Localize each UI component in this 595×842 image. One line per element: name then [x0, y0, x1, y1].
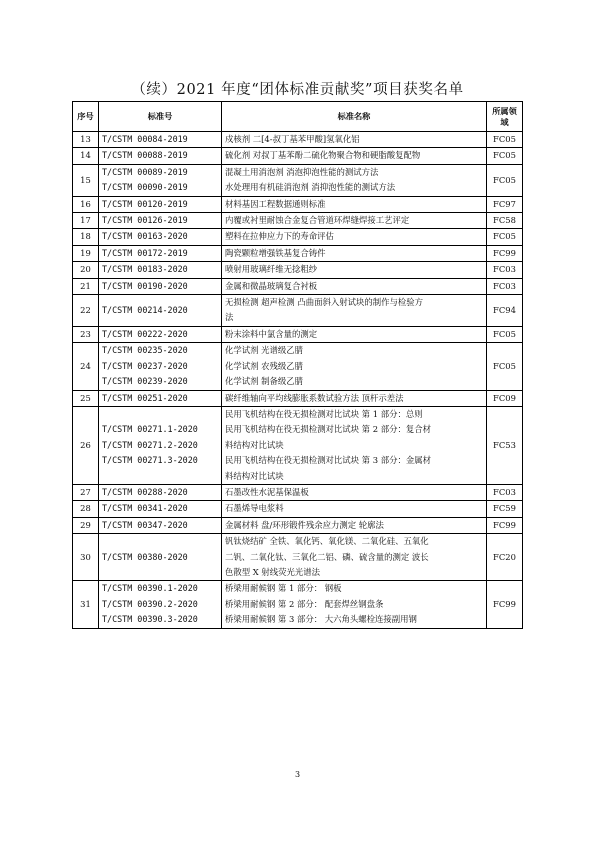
standard-name-line: 碳纤维轴向平均线膨胀系数试验方法 顶杆示差法 [225, 392, 404, 403]
row-number: 27 [73, 484, 99, 500]
standard-name-line: 化学试剂 农残级乙腈 [225, 360, 304, 371]
field-code: FC09 [487, 390, 523, 406]
standard-name-line: 法 [225, 312, 234, 323]
standard-name-cell [222, 229, 487, 245]
standard-name-line: 料结构对比试块 [225, 439, 284, 450]
header-name: 标准名称 [222, 102, 487, 132]
table-row [73, 213, 523, 229]
page-title: （续）2021 年度“团体标准贡献奖”项目获奖名单 [131, 82, 464, 98]
standard-number-cell [99, 196, 222, 212]
standard-number: T/CSTM 00190-2020 [102, 280, 188, 291]
standard-number: T/CSTM 00084-2019 [102, 134, 188, 144]
field-code: FC94 [487, 295, 523, 327]
standard-number-cell [99, 148, 222, 164]
field-code: FC58 [487, 213, 523, 229]
standard-name-line: 民用飞机结构在役无损检测对比试块 第 2 部分：复合材 [225, 424, 431, 435]
standard-number: T/CSTM 00341-2020 [102, 503, 188, 514]
field-code: FC59 [487, 501, 523, 517]
standard-number-cell [99, 343, 222, 390]
standard-number: T/CSTM 00347-2020 [102, 519, 188, 530]
standard-number: T/CSTM 00380-2020 [102, 551, 188, 562]
table-row [73, 343, 523, 390]
page-number: 3 [294, 770, 301, 779]
standard-name-line: 料结构对比试块 [225, 470, 284, 481]
standard-number-cell [99, 132, 222, 148]
field-code: FC05 [487, 229, 523, 245]
field-code: FC99 [487, 581, 523, 628]
table-row [73, 132, 523, 148]
standard-number: T/CSTM 00239-2020 [102, 376, 188, 387]
standard-number-cell [99, 278, 222, 294]
table-row [73, 196, 523, 212]
standard-name-cell [222, 196, 487, 212]
standard-name-line: 桥梁用耐候钢 第 1 部分： 钢板 [225, 583, 342, 594]
row-number: 20 [73, 262, 99, 278]
standard-name-cell [222, 262, 487, 278]
standard-name-line: 石墨改性水泥基保温板 [225, 486, 309, 497]
standard-number-cell [99, 534, 222, 581]
row-number: 22 [73, 295, 99, 327]
table-row [73, 326, 523, 342]
standard-number: T/CSTM 00214-2020 [102, 304, 188, 315]
standard-number-cell [99, 581, 222, 628]
standard-number-cell [99, 245, 222, 261]
field-code: FC03 [487, 278, 523, 294]
field-code: FC05 [487, 132, 523, 148]
standard-number-cell [99, 406, 222, 484]
table-row [73, 517, 523, 533]
standard-name-line: 水处理用有机硅消泡剂 消抑泡性能的测试方法 [225, 182, 396, 193]
standard-name-line: 塑料在拉伸应力下的寿命评估 [225, 231, 334, 242]
table-row [73, 406, 523, 484]
row-number: 21 [73, 278, 99, 294]
standard-name-cell [222, 343, 487, 390]
standard-name-line: 戍核剂 二[4-叔丁基苯甲酸]氢氧化铝 [225, 134, 360, 144]
standard-name-cell [222, 326, 487, 342]
row-number: 13 [73, 132, 99, 148]
standard-name-line: 二钒、二氧化钛、三氧化二铝、磷、硫含量的测定 波长 [225, 551, 429, 562]
standard-number: T/CSTM 00390.3-2020 [102, 614, 198, 625]
standard-name-cell [222, 278, 487, 294]
row-number: 31 [73, 581, 99, 628]
standard-name-line: 民用飞机结构在役无损检测对比试块 第 1 部分：总则 [225, 408, 423, 419]
header-field: 所属领域 [487, 102, 523, 132]
standard-name-cell [222, 484, 487, 500]
standard-name-cell [222, 406, 487, 484]
standard-number: T/CSTM 00271.2-2020 [102, 439, 198, 450]
standard-name-cell [222, 517, 487, 533]
row-number: 26 [73, 406, 99, 484]
standard-name-line: 桥梁用耐候钢 第 3 部分： 大六角头螺栓连接副用钢 [225, 614, 417, 625]
standard-number: T/CSTM 00271.1-2020 [102, 424, 198, 435]
header-no: 序号 [73, 102, 99, 132]
standard-name-line: 硫化剂 对叔丁基苯酚二硫化物聚合物和硬脂酸复配物 [225, 150, 421, 161]
field-code: FC97 [487, 196, 523, 212]
standard-name-line: 化学试剂 光谱级乙腈 [225, 345, 304, 356]
standard-number: T/CSTM 00088-2019 [102, 150, 188, 161]
standard-number: T/CSTM 00172-2019 [102, 247, 188, 258]
standard-number: T/CSTM 00222-2020 [102, 328, 188, 339]
standard-number: T/CSTM 00163-2020 [102, 231, 188, 242]
table-row [73, 245, 523, 261]
standard-name-line: 混凝土用消泡剂 消泡抑泡性能的测试方法 [225, 166, 379, 177]
standard-number-cell [99, 164, 222, 196]
table-row [73, 501, 523, 517]
table-row [73, 295, 523, 327]
field-code: FC99 [487, 245, 523, 261]
table-row [73, 390, 523, 406]
table-row [73, 278, 523, 294]
standard-name-cell [222, 295, 487, 327]
standard-number: T/CSTM 00235-2020 [102, 345, 188, 356]
row-number: 14 [73, 148, 99, 164]
table-row [73, 581, 523, 628]
standard-number: T/CSTM 00120-2019 [102, 198, 188, 209]
standard-name-line: 材料基因工程数据通则标准 [225, 198, 326, 209]
row-number: 29 [73, 517, 99, 533]
standard-name-line: 金属和微晶玻璃复合衬板 [225, 280, 318, 291]
standard-number: T/CSTM 00237-2020 [102, 360, 188, 371]
standard-number: T/CSTM 00390.2-2020 [102, 598, 198, 609]
field-code: FC53 [487, 406, 523, 484]
standard-number: T/CSTM 00090-2019 [102, 182, 188, 193]
standard-number: T/CSTM 00271.3-2020 [102, 455, 198, 466]
table-row [73, 148, 523, 164]
standard-name-cell [222, 390, 487, 406]
row-number: 18 [73, 229, 99, 245]
standard-name-cell [222, 501, 487, 517]
table-row [73, 484, 523, 500]
field-code: FC20 [487, 534, 523, 581]
table-row [73, 229, 523, 245]
standard-name-cell [222, 534, 487, 581]
row-number: 16 [73, 196, 99, 212]
table-row [73, 164, 523, 196]
standard-name-line: 化学试剂 制备级乙腈 [225, 376, 304, 387]
field-code: FC05 [487, 326, 523, 342]
row-number: 15 [73, 164, 99, 196]
standard-name-line: 陶瓷颗粒增强铁基复合铸件 [225, 247, 326, 258]
standard-name-line: 色散型 X 射线荧光光谱法 [225, 566, 321, 577]
field-code: FC99 [487, 517, 523, 533]
table-header-row [73, 102, 523, 132]
table-row [73, 534, 523, 581]
standard-number-cell [99, 295, 222, 327]
field-code: FC03 [487, 262, 523, 278]
standard-number: T/CSTM 00183-2020 [102, 264, 188, 275]
standard-number: T/CSTM 00251-2020 [102, 392, 188, 403]
standard-number-cell [99, 501, 222, 517]
field-code: FC05 [487, 164, 523, 196]
field-code: FC03 [487, 484, 523, 500]
standard-name-line: 石墨烯导电浆料 [225, 503, 284, 514]
row-number: 30 [73, 534, 99, 581]
standard-name-cell [222, 581, 487, 628]
standard-name-line: 内覆或衬里耐蚀合金复合管道环焊缝焊接工艺评定 [225, 215, 410, 226]
standard-name-line: 钒钛烧结矿 全铁、氧化钙、氧化镁、二氧化硅、五氧化 [225, 536, 429, 547]
standard-number-cell [99, 484, 222, 500]
standard-name-cell [222, 164, 487, 196]
standard-name-cell [222, 148, 487, 164]
standard-name-line: 民用飞机结构在役无损检测对比试块 第 3 部分：金属材 [225, 455, 431, 466]
field-code: FC05 [487, 343, 523, 390]
standard-name-line: 无损检测 超声检测 凸曲面斜入射试块的制作与检验方 [225, 297, 423, 308]
table-body [73, 132, 523, 629]
standard-name-line: 粉末涂料中氯含量的测定 [225, 328, 318, 339]
row-number: 17 [73, 213, 99, 229]
standard-name-line: 金属材料 盘/环形锻件残余应力测定 轮廓法 [225, 519, 384, 530]
standard-number: T/CSTM 00089-2019 [102, 166, 188, 177]
table-row [73, 262, 523, 278]
standard-number-cell [99, 517, 222, 533]
row-number: 19 [73, 245, 99, 261]
row-number: 28 [73, 501, 99, 517]
standard-name-line: 桥梁用耐候钢 第 2 部分： 配套焊丝钢盘条 [225, 598, 384, 609]
standard-number: T/CSTM 00390.1-2020 [102, 583, 198, 594]
standard-number-cell [99, 262, 222, 278]
standard-number-cell [99, 229, 222, 245]
standard-number: T/CSTM 00288-2020 [102, 486, 188, 497]
standard-name-cell [222, 213, 487, 229]
header-std: 标准号 [99, 102, 222, 132]
standard-name-line: 喷射用玻璃纤维无捻粗纱 [225, 264, 318, 275]
standard-number-cell [99, 326, 222, 342]
standard-name-cell [222, 245, 487, 261]
standard-number-cell [99, 390, 222, 406]
row-number: 25 [73, 390, 99, 406]
awards-table [72, 101, 523, 629]
standard-name-cell [222, 132, 487, 148]
field-code: FC05 [487, 148, 523, 164]
standard-number-cell [99, 213, 222, 229]
row-number: 24 [73, 343, 99, 390]
standard-number: T/CSTM 00126-2019 [102, 215, 188, 226]
row-number: 23 [73, 326, 99, 342]
